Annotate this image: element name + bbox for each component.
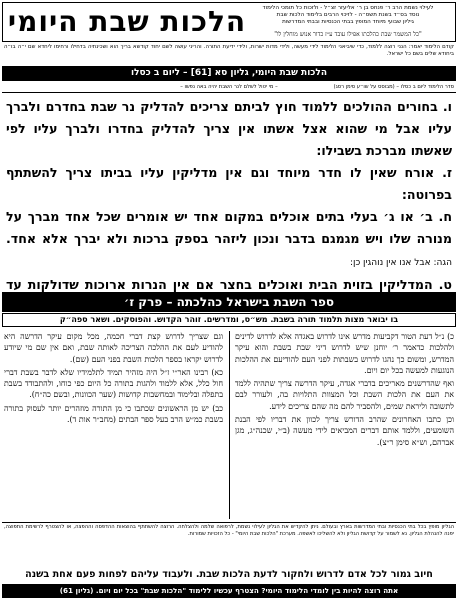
footer-call-to-action: חיוב גמור לכל אדם לדרוש ולחקור לדעת הלכות שבת. ולעבוד עליהם לפחות פעם אחת בשנה [25,569,433,580]
halacha-paragraph: ט. המדליקין בזוית הבית ואוכלים בחצר אם אין הנרות ארוכות שדולקות עד [6,277,452,292]
schedule-text: סדר הלימוד ליום ב כסלו – (מבוסס על שו״ע סימן רסג) [333,84,454,90]
section-subtitle: בו יבואר מצות תלמוד תורה בשבת. מש״ס, ומדרשים. זוהר הקדוש. והפוסקים. ושאר ספה״ק [2,313,456,327]
study-schedule-line [4,83,454,91]
footer-banner: אתה רוצה להיות בין לומדי הלימוד היומי? הצטרף עכשיו ללימוד "הלכות שבת" בכל יום ויום. (גליון 61) [2,584,456,598]
issue-banner: הלכות שבת היומי, גליון סא [61] – ליום ב כסלו [2,66,456,81]
masthead [2,2,456,42]
divider [2,522,456,523]
divider [2,92,456,93]
masthead-line: נוסד בס״ד בשנת תשס״ה - לזיכוי הרבים בלימוד הלכות שבת [276,12,420,18]
column-paragraph: ואף שהדרשנים מאריכים בדברי אגדה, עיקר הדרשה צריך שתהיה ללמד את העם את הלכות השבת וכל המצוות התלויות בה, ולעורר לבם לתשובה וליראת שמים, ולהסביר להם מה שהם צריכים לידע. [235,379,454,411]
masthead-motto: "כל המשמר שבת כהלכתו אפילו עובד ע״ז כדור אנוש מוחלין לו" [274,31,422,38]
halacha-paragraph: ו. בחורים ההולכים ללמוד חוץ לביתם צריכים להדליק נר שבת בחדרם ולברך עליו אבל מי שהוא אצל אשתו אין צריך להדליק בחדרו ולברך עליו לפי שאשתו מברכת בשבילו: [6,99,452,158]
halacha-paragraph [6,206,452,274]
column-paragraph: כא) רבינו האר״י ז״ל היה מזהיר תמיד לתלמידיו שלא לדבר בשבת דברי חול כלל, אלא ללמוד ולהגות בתורה כל היום כפי כוחו, ולהתבודד בשבת בתפלה ובלימוד ובמחשבות קדושות (שער הכוונות, ובשם כה״ח). [4,367,223,400]
column-paragraph: כ) נ״ל דעת הטור דקביעות מדרש אינו לדרוש באגדה אלא לדרוש לדינים ולהלכות כדאמר ר׳ יוחנן שיש לדרוש דיני שבת בשבת והוא עיקר המדרש, ומשום כך נהגו לדרוש בשבתות לפני העם להודיעם את ההלכות הנוגעות למעשה בכל יום ויום. [235,332,454,375]
column-paragraph: וגם שצריך לדרוש קצת דברי חכמה, מכל מקום עיקר הדרשה היא להודיע לעם את ההלכה הצריכה לאותה שבת, ואם אין שם מי שיודע לדרוש יקראו בספר הלכות השבת בפני העם (שם). [4,332,223,364]
column-divider [229,331,230,519]
footer-notice: הגליון מופץ בכל בתי הכנסיות ובתי המדרשות בארץ ובעולם. ניתן להקדיש את הגליון לעילוי נשמת, לרפואה שלמה ולהצלחה. הרוצה להשתתף בהוצאות ההדפסה וההפצה, או להצטרף לרשימת התפוצה, יפנה להנהלת הגליון. נא לשמור על קדושת הגליון ולא להשליכו לאשפה. מערכת "הלכות שבת היומי" - כל הזכויות שמורות. [4,524,454,537]
section-title: ספר השבת בישראל כהלכתה – פרק ז׳ [2,292,456,312]
halacha-paragraph: ז. אורח שאין לו חדר מיוחד וגם אין מדליקין עליו בביתו צריך להשתתף בפרוטה: [6,165,452,202]
column-paragraph: כב) יש מן הראשונים שכתבו כי מן התורה מוזהרים יותר לעסוק בתורה בשבת כמ״ש הרב בעל ספר הבתים (מחב״ר אות ד). [4,403,223,425]
masthead-dedication [245,5,451,26]
schedule-motto: – מי יטול לשלם לנר השבת יהיה באה נפשו – [180,84,278,90]
text-column-left [4,331,223,427]
publication-title: הלכות שבת היומי [7,5,247,38]
text-column-right [235,331,454,450]
halacha-gloss: הגה: אבל אנו אין נוהגין כן: [349,258,452,268]
column-paragraph: וכן כתבו האחרונים שהרב הדורש צריך לכוון את דבריו לפי הבנת השומעים, וללמד אותם דברים המביאים לידי מעשה (ב״י, שכנה״ג, מגן אברהם, וש״א סימן ר״צ). [235,415,454,447]
intro-prayer: קודם הלימוד יאמר: הנני רוצה ללמוד, כדי שיביאני הלימוד לידי מעשה, ולידי מדות ישרות, ולידי ידיעת התורה. והריני עושה לשם יחוד קודשא בריך הוא ושכינתיה בדחילו ורחימו ליחדא שם י״ה בו״ה ביחודא שלים בשם כל ישראל. [4,44,454,57]
masthead-line: גיליון שבועי מיוחד המופץ בבתי הכנסיות ובבתי המדרשות [282,19,414,25]
halacha-text: ח. ב׳ או ג׳ בעלי בתים אוכלים במקום אחד יש אומרים שכל אחד מברך על מנורה שלו ויש מגמגם בדבר ונכון ליזהר בספק ברכות ולא יברך אלא אחד. [6,209,452,246]
masthead-line: לעילוי נשמת הרב ר׳ פנחס בן ר׳ אליעזר זצ״ל - ולזכות כל תומכי הלימוד [262,5,434,11]
halachot-body [6,96,452,318]
